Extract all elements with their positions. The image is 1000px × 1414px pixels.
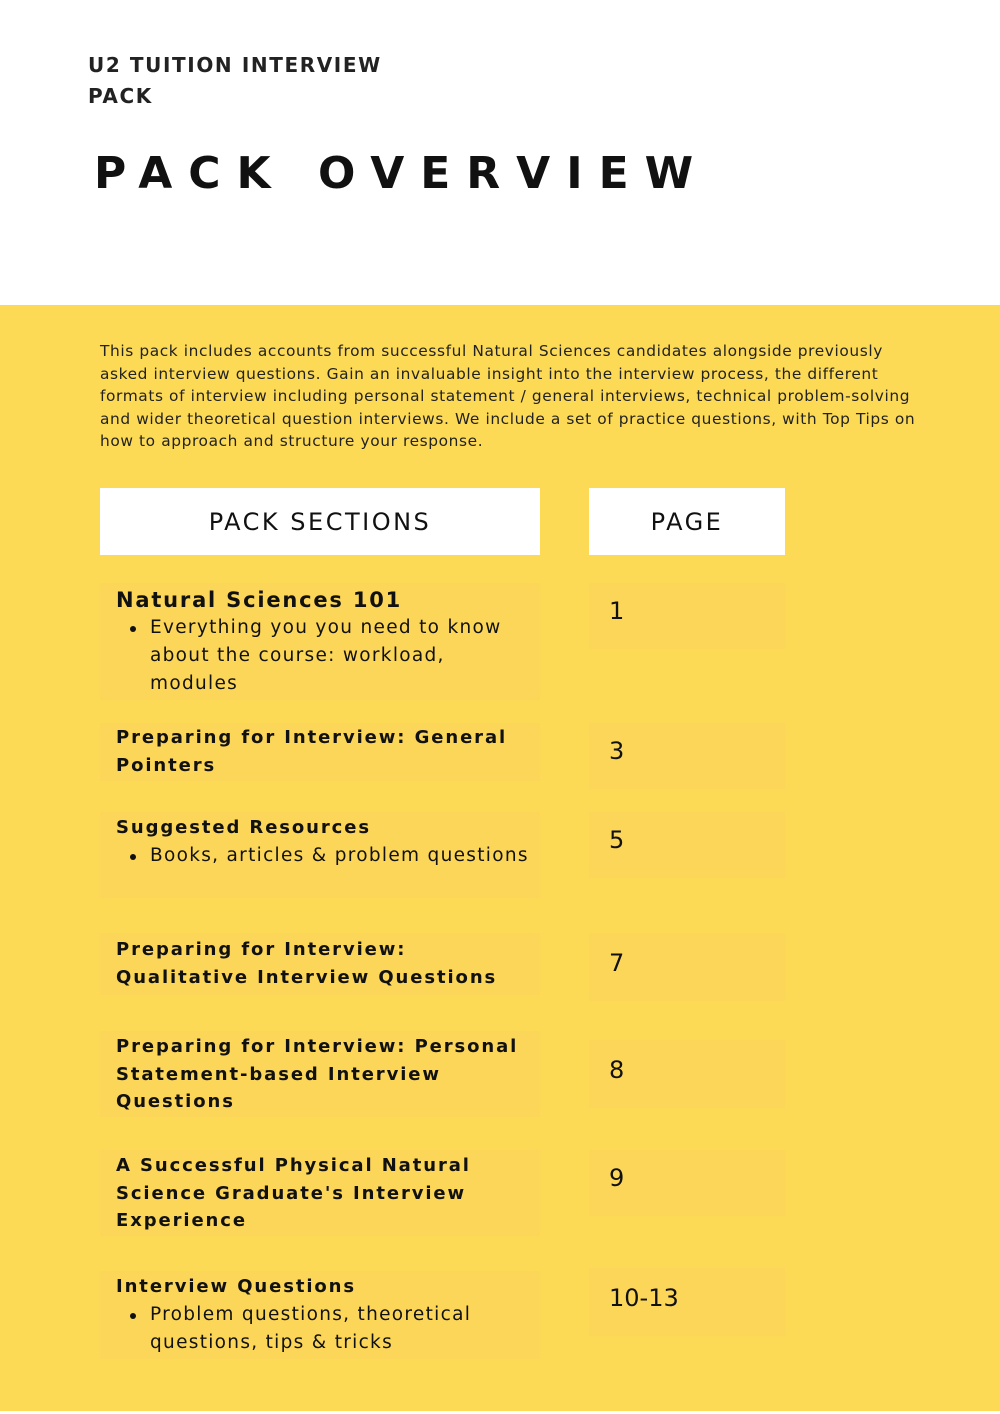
section-title: Interview Questions	[116, 1276, 357, 1297]
table-row-page: 10-13	[589, 1268, 785, 1336]
section-bullet: Everything you you need to know about the course: workload, modules	[150, 614, 530, 698]
section-bullets	[116, 1301, 530, 1357]
section-bullets	[116, 614, 530, 698]
table-row-section-natural-sciences-101	[100, 583, 540, 700]
table-header-page: PAGE	[589, 488, 785, 555]
table-row-section-interview-questions	[100, 1271, 540, 1359]
section-title: Preparing for Interview: General Pointers	[116, 727, 508, 776]
table-row-section-general-pointers	[100, 723, 540, 781]
intro-paragraph: This pack includes accounts from successful Natural Sciences candidates alongside previously asked interview questions. Gain an invaluable insight into the interview process, the different formats of interview including personal statement / general interviews, technical problem-solving and wider theoretical question interviews. We include a set of practice questions, with Top Tips on how to approach and structure your response.	[100, 342, 916, 451]
section-bullet: Problem questions, theoretical questions, tips & tricks	[150, 1301, 530, 1357]
section-title: Natural Sciences 101	[116, 588, 403, 612]
section-title: Suggested Resources	[116, 817, 371, 838]
section-title: Preparing for Interview: Personal Statement-based Interview Questions	[116, 1036, 519, 1112]
table-row-page: 1	[589, 583, 785, 649]
section-title: Preparing for Interview: Qualitative Interview Questions	[116, 939, 498, 988]
table-row-page: 8	[589, 1040, 785, 1108]
table-row-page: 5	[589, 812, 785, 878]
table-row-section-qualitative-questions	[100, 933, 540, 995]
table-row-page: 3	[589, 723, 785, 789]
table-row-section-suggested-resources	[100, 812, 540, 898]
table-row-section-personal-statement	[100, 1031, 540, 1117]
section-bullets	[116, 842, 530, 870]
section-title: A Successful Physical Natural Science Graduate's Interview Experience	[116, 1155, 471, 1231]
pack-subtitle: U2 TUITION INTERVIEW PACK	[88, 53, 382, 108]
table-row-section-graduate-experience	[100, 1150, 540, 1236]
table-row-page: 7	[589, 933, 785, 1001]
table-row-page: 9	[589, 1150, 785, 1216]
section-bullet: Books, articles & problem questions	[150, 842, 530, 870]
page-title: PACK OVERVIEW	[94, 148, 710, 199]
table-header-sections: PACK SECTIONS	[100, 488, 540, 555]
